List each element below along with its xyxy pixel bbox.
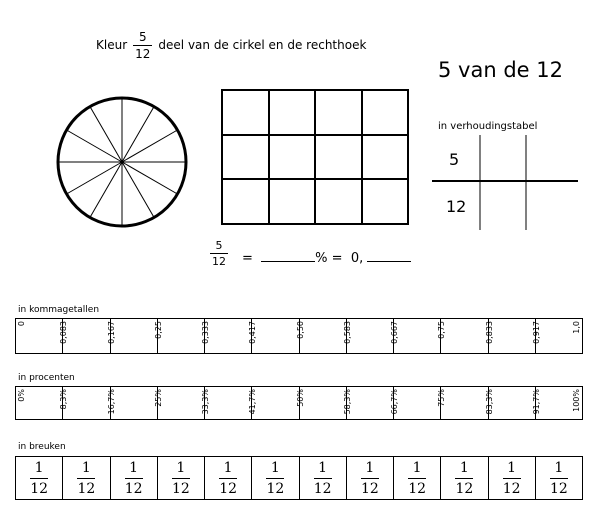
strip-percents-label: in procenten: [18, 373, 75, 383]
fraction-denominator: 12: [455, 480, 474, 497]
fraction-cell[interactable]: [158, 457, 205, 499]
fraction-denominator: 12: [219, 480, 238, 497]
strip-segment[interactable]: [106, 319, 158, 353]
strip-tick-label: 100%: [572, 389, 581, 412]
strip-segment[interactable]: [59, 387, 110, 419]
rectangle-cell[interactable]: [315, 90, 362, 135]
fraction: [455, 461, 473, 496]
fraction-bar: [408, 478, 426, 479]
strip-tick-label: 83,3%: [484, 389, 494, 415]
strip-tick-label: 0,25: [153, 321, 163, 339]
strip-tick-label: 41,7%: [248, 389, 258, 415]
fraction-denominator: 12: [124, 480, 143, 497]
strip-segment[interactable]: [295, 387, 347, 419]
instruction-denominator: 12: [135, 46, 151, 61]
strip-tick-label: 91,7%: [531, 389, 541, 415]
strip-segment[interactable]: [342, 319, 394, 353]
fraction: [361, 461, 379, 496]
fraction-cell[interactable]: [16, 457, 63, 499]
equals-sign: =: [242, 251, 253, 266]
strip-segment[interactable]: [16, 319, 63, 353]
fraction: [77, 461, 95, 496]
fraction-bar: [314, 478, 332, 479]
fraction-bar: [455, 478, 473, 479]
fraction: [30, 461, 48, 496]
strip-tick-label: 0%: [17, 389, 26, 402]
fraction: [314, 461, 332, 496]
fraction-denominator: 12: [30, 480, 49, 497]
strip-segment[interactable]: [201, 387, 252, 419]
fraction-denominator: 12: [171, 480, 190, 497]
strip-segment[interactable]: [531, 387, 582, 419]
fraction-numerator: 1: [34, 459, 44, 476]
instruction: [96, 22, 366, 68]
rectangle-cell[interactable]: [362, 90, 409, 135]
strip-fractions-label: in breuken: [18, 442, 66, 452]
fraction: [219, 461, 237, 496]
rectangle-cell[interactable]: [362, 135, 409, 180]
rectangle-cell[interactable]: [222, 135, 269, 180]
strip-tick-label: 0,083: [59, 321, 69, 344]
equation-denominator: 12: [212, 255, 226, 268]
fraction-denominator: 12: [266, 480, 285, 497]
fraction-bar: [503, 478, 521, 479]
fraction-bar: [550, 478, 568, 479]
fraction: [408, 461, 426, 496]
circle-sector-line: [122, 162, 154, 217]
strip-segment[interactable]: [59, 319, 110, 353]
strip-segment[interactable]: [484, 319, 536, 353]
strip-tick-label: 0,917: [531, 321, 541, 344]
fraction-bar: [361, 478, 379, 479]
fraction-numerator: 1: [223, 459, 233, 476]
fraction-cell[interactable]: [394, 457, 441, 499]
rectangle-grid[interactable]: [221, 89, 409, 225]
strip-tick-label: 0,333: [201, 321, 210, 344]
fraction-bar: [172, 478, 190, 479]
rectangle-cell[interactable]: [269, 135, 316, 180]
circle-sector-line: [90, 162, 122, 217]
fraction-numerator: 1: [412, 459, 422, 476]
fraction-cell[interactable]: [489, 457, 536, 499]
strip-tick-label: 8,3%: [59, 389, 69, 410]
instruction-suffix: deel van de cirkel en de rechthoek: [158, 38, 367, 52]
ratio-bottom-value: 12: [446, 197, 467, 216]
circle-sector-line: [67, 130, 122, 162]
strip-tick-label: 33,3%: [201, 389, 210, 415]
fraction-denominator: 12: [549, 480, 568, 497]
fraction-denominator: 12: [360, 480, 379, 497]
strip-tick-label: 0,75: [437, 321, 447, 339]
percent-blank[interactable]: [261, 249, 315, 262]
fraction: [266, 461, 284, 496]
strip-tick-label: 0: [17, 321, 26, 327]
strip-fractions[interactable]: [15, 456, 583, 500]
fraction-numerator: 1: [129, 459, 139, 476]
fraction-numerator: 1: [270, 459, 280, 476]
strip-segment[interactable]: [437, 387, 488, 419]
strip-segment[interactable]: [248, 387, 299, 419]
strip-segment[interactable]: [390, 319, 441, 353]
strip-segment[interactable]: [153, 387, 205, 419]
fraction-cell[interactable]: [536, 457, 582, 499]
decimal-blank[interactable]: [367, 249, 411, 262]
equation-fraction: [210, 240, 228, 267]
strip-segment[interactable]: [106, 387, 158, 419]
fraction-denominator: 12: [502, 480, 521, 497]
rectangle-cell[interactable]: [269, 90, 316, 135]
fraction-numerator: 1: [507, 459, 517, 476]
instruction-prefix: Kleur: [96, 38, 128, 52]
rectangle-cell[interactable]: [222, 179, 269, 224]
fraction: [125, 461, 143, 496]
fraction-cell[interactable]: [205, 457, 252, 499]
rectangle-cell[interactable]: [362, 179, 409, 224]
fraction-cell[interactable]: [111, 457, 158, 499]
rectangle-cell[interactable]: [315, 179, 362, 224]
strip-segment[interactable]: [531, 319, 582, 353]
instruction-numerator: 5: [138, 29, 147, 44]
fraction-cell[interactable]: [300, 457, 347, 499]
strip-percents[interactable]: [15, 386, 583, 420]
rectangle-cell[interactable]: [315, 135, 362, 180]
strip-segment[interactable]: [390, 387, 441, 419]
strip-tick-label: 25%: [153, 389, 163, 407]
strip-tick-label: 0,583: [342, 321, 352, 344]
fraction-bar: [219, 478, 237, 479]
strip-segment[interactable]: [484, 387, 536, 419]
fraction-denominator: 12: [408, 480, 427, 497]
page-title: 5 van de 12: [438, 58, 563, 82]
strip-tick-label: 0,50: [295, 321, 305, 339]
strip-tick-label: 0,417: [248, 321, 258, 344]
strip-segment[interactable]: [153, 319, 205, 353]
fraction: [550, 461, 568, 496]
strip-segment[interactable]: [16, 387, 63, 419]
circle-sector-line: [122, 107, 154, 162]
fraction-cell[interactable]: [441, 457, 488, 499]
equation-line: [242, 249, 411, 266]
fraction-numerator: 1: [81, 459, 91, 476]
strip-tick-label: 50%: [295, 389, 305, 407]
circle-sector-line: [122, 162, 177, 194]
strip-tick-label: 0,667: [390, 321, 399, 344]
fraction-cell[interactable]: [252, 457, 299, 499]
circle-sector-line: [122, 130, 177, 162]
fraction-numerator: 1: [459, 459, 469, 476]
percent-text: % = 0,: [315, 251, 364, 266]
strip-tick-label: 16,7%: [106, 389, 116, 415]
strip-tick-label: 58,3%: [342, 389, 352, 415]
ratio-table-label: in verhoudingstabel: [438, 121, 538, 132]
strip-segment[interactable]: [248, 319, 299, 353]
fraction-cell[interactable]: [347, 457, 394, 499]
circle-sector-line: [67, 162, 122, 194]
strip-segment[interactable]: [437, 319, 488, 353]
fraction-denominator: 12: [313, 480, 332, 497]
strip-segment[interactable]: [295, 319, 347, 353]
fraction-bar: [77, 478, 95, 479]
fraction-numerator: 1: [554, 459, 564, 476]
fraction-numerator: 1: [176, 459, 186, 476]
rectangle-cell[interactable]: [222, 90, 269, 135]
rectangle-cell[interactable]: [269, 179, 316, 224]
circle-sector-line: [90, 107, 122, 162]
fraction-bar: [266, 478, 284, 479]
circle-diagram[interactable]: [55, 95, 189, 229]
fraction-cell[interactable]: [63, 457, 110, 499]
fraction-numerator: 1: [365, 459, 375, 476]
strip-tick-label: 75%: [437, 389, 447, 407]
strip-tick-label: 0,167: [106, 321, 116, 344]
fraction-numerator: 1: [318, 459, 328, 476]
fraction: [503, 461, 521, 496]
equation-numerator: 5: [215, 239, 223, 252]
strip-tick-label: 0,833: [484, 321, 494, 344]
fraction-bar: [30, 478, 48, 479]
ratio-top-value: 5: [449, 150, 460, 169]
fraction-denominator: 12: [77, 480, 96, 497]
strip-segment[interactable]: [201, 319, 252, 353]
strip-segment[interactable]: [342, 387, 394, 419]
strip-decimals[interactable]: [15, 318, 583, 354]
strip-tick-label: 66,7%: [390, 389, 399, 415]
fraction: [172, 461, 190, 496]
strip-tick-label: 1,0: [572, 321, 581, 334]
fraction-bar: [125, 478, 143, 479]
strip-decimals-label: in kommagetallen: [18, 305, 100, 315]
instruction-fraction: [133, 31, 152, 60]
